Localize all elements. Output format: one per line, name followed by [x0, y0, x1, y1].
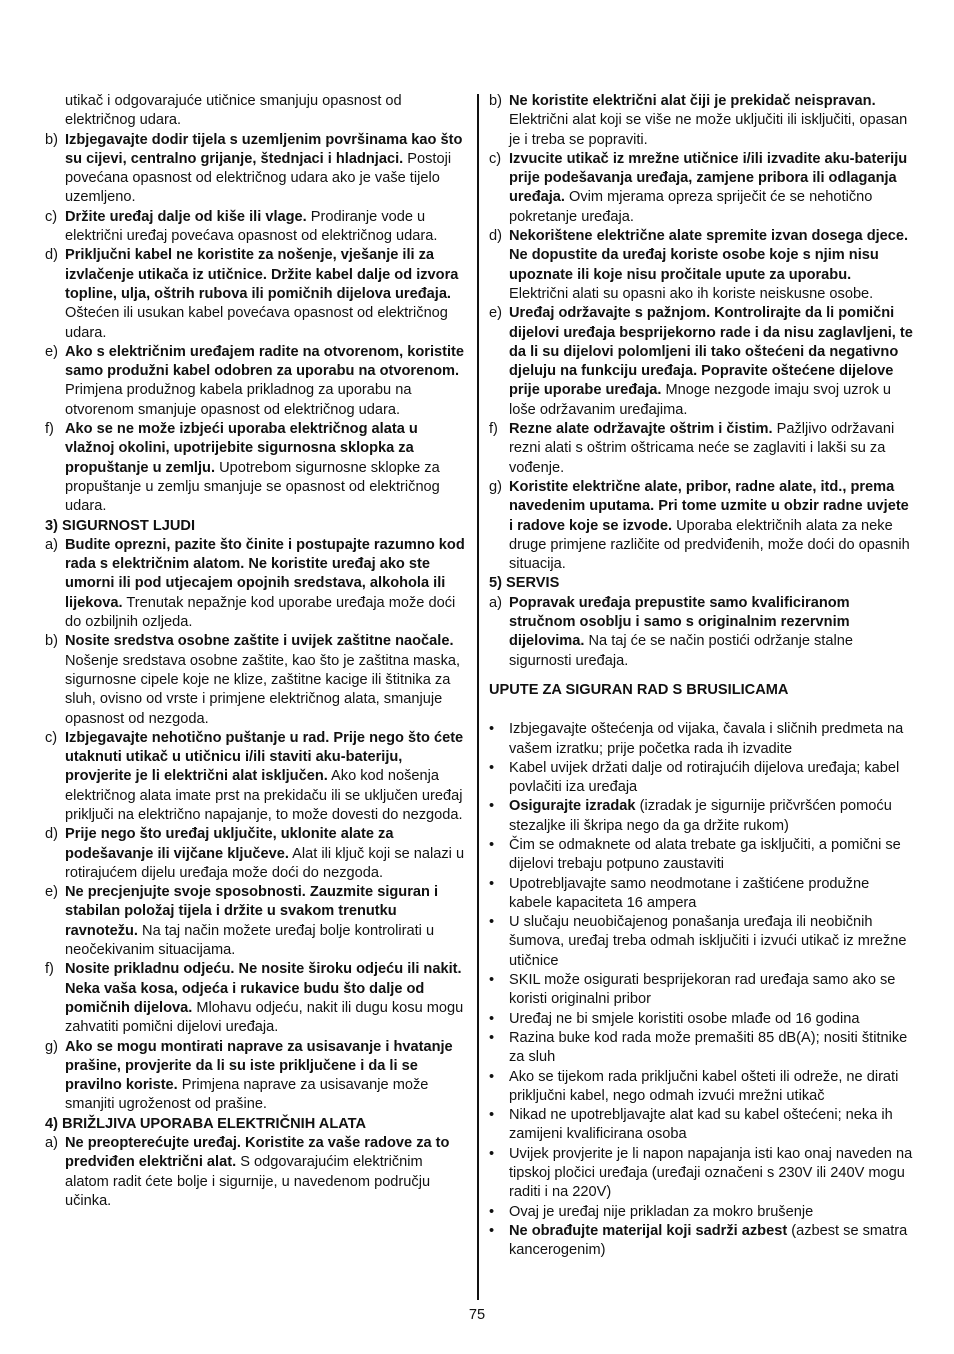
list-item-label: f) [489, 421, 498, 438]
list-item-label: d) [489, 228, 502, 245]
list-item [489, 420, 914, 478]
bullet-text [509, 913, 914, 971]
bullet-item [489, 1203, 914, 1222]
list-item-bold-text: Ne precjenjujte svoje sposobnosti. Zauzmite siguran i stabilan položaj tijela i držite u svakom trenutku ravnotežu. [65, 884, 439, 939]
list-item [489, 304, 914, 420]
bullet-icon: • [489, 972, 495, 989]
list-item-bold-text: Koristite električne alate, pribor, radne alate, itd., prema navedenim uputama. Pri tome uzmite u obzir radne uvjete i radove koje se izvode. [509, 478, 909, 534]
list-item-label: a) [45, 536, 58, 553]
list-item [489, 478, 914, 574]
list-item [489, 227, 914, 304]
bullet-item [489, 759, 914, 798]
page-number: 75 [468, 1307, 486, 1323]
bullet-text [509, 1145, 914, 1203]
list-item-label: f) [45, 961, 54, 978]
list-item-text [65, 960, 465, 1037]
list-item-label: b) [489, 93, 502, 109]
list-item-text [509, 594, 914, 671]
list-item [45, 1134, 465, 1211]
list-item-text [65, 420, 465, 516]
bullet-normal-text: (azbest se smatra kancerogenim) [509, 1222, 908, 1259]
list-item [45, 825, 465, 883]
bullet-item [489, 1029, 914, 1068]
continuation-text: utikač i odgovarajuće utičnice smanjuju opasnost od električnog udara. [65, 93, 402, 129]
section-heading-grinder-safety: UPUTE ZA SIGURAN RAD S BRUSILICAMA [489, 681, 789, 698]
list-item-bold-text: Izvucite utikač iz mrežne utičnice i/ili izvadite aku-bateriju prije podešavanja uređaja, zamjene pribora ili odlaganja uređaja. [509, 150, 908, 206]
list-item-normal-text: Primjena naprave za usisavanje može smanjiti ugroženost od prašine. [65, 1077, 429, 1113]
bullet-item [489, 971, 914, 1010]
list-item [45, 131, 465, 208]
list-item-label: g) [45, 1038, 58, 1055]
list-item-bold-text: Uređaj održavajte s pažnjom. Kontrolirajte da li pomični dijelovi uređaja besprijekorno rade i da nisu zaglavljeni, te da li su dijelovi polomljeni ili tako oštećeni da negativno djeluju na funkciju uređaja. Popravite oštećene dijelove prije uporabe uređaja. [509, 305, 913, 399]
bullet-item [489, 836, 914, 875]
section-service-list [489, 594, 914, 671]
bullet-normal-text: Nikad ne upotrebljavajte alat kad su kabel oštećeni; neka ih zamijeni kvalificirana osoba [509, 1107, 893, 1143]
list-item-bold-text: Ako se ne može izbjeći uporaba električnog alata u vlažnoj okolini, upotrijebite sigurnosna sklopka za propuštanje u zemlju. [65, 421, 418, 476]
list-item-normal-text: Ovim mjerama opreza spriječit će se nehotično pokretanje uređaja. [509, 189, 873, 225]
list-item-text [65, 1038, 465, 1115]
list-item-bold-text: Budite oprezni, pazite što činite i postupajte razumno kod rada s električnim alatom. Ne koristite uređaj ako ste umorni ili pod utjecajem opojnih sredstava, alkohola ili lijekova. [65, 536, 465, 611]
list-item-bold-text: Izbjegavajte dodir tijela s uzemljenim površinama kao što su cijevi, centralno grijanje, štednjaci i hladnjaci. [65, 131, 463, 167]
list-item [45, 208, 465, 247]
list-item-label: d) [45, 247, 58, 264]
right-column [489, 92, 914, 1261]
list-item-normal-text: Postoji povećana opasnost od električnog udara ako je vaše tijelo uzemljeno. [65, 150, 452, 206]
bullet-normal-text: Uvijek provjerite je li napon napajanja isti kao onaj naveden na tipskoj pločici uređaja (uređaji označeni s 230V ili 240V mogu raditi i na 220V) [509, 1145, 913, 1201]
bullet-normal-text: Čim se odmaknete od alata trebate ga isključiti, a pomični se dijelovi trebaju potpuno zaustaviti [509, 836, 901, 873]
section-tool-use-list-continued [489, 92, 914, 574]
bullet-text [509, 1203, 914, 1222]
list-item-normal-text: Na taj način možete uređaj bolje kontrolirati u neočekivanim situacijama. [65, 922, 435, 959]
list-item-normal-text: Električni alat koji se više ne može uključiti ili isključiti, opasan je i treba se popraviti. [509, 112, 908, 148]
list-item [45, 960, 465, 1037]
bullet-icon: • [489, 875, 495, 892]
bullet-bold-text: Ne obrađujte materijal koji sadrži azbest [509, 1222, 788, 1239]
list-item-normal-text: Na taj će se način postići održanje stalne sigurnosti uređaja. [509, 633, 853, 669]
list-item [45, 343, 465, 420]
list-item-bold-text: Nosite sredstva osobne zaštite i uvijek zaštitne naočale. [65, 633, 454, 650]
bullet-text [509, 720, 914, 759]
list-item [45, 729, 465, 825]
list-item-text [65, 729, 465, 825]
list-item-text [65, 1134, 465, 1211]
list-item-text [509, 92, 914, 150]
list-item [45, 420, 465, 516]
list-item-text [65, 825, 465, 883]
list-item-normal-text: Prodiranje vode u električni uređaj povećava opasnost od električnog udara. [65, 208, 438, 245]
bullet-item [489, 1106, 914, 1145]
bullet-text [509, 1029, 914, 1068]
list-item-bold-text: Priključni kabel ne koristite za nošenje, vješanje ili za izvlačenje utikača iz utičnice. Držite kabel dalje od izvora topline, ulja, oštrih rubova ili pomičnih dijelova uređaja. [65, 247, 459, 302]
section-electrical-safety-list [45, 131, 465, 517]
list-item [489, 92, 914, 150]
bullet-normal-text: SKIL može osigurati besprijekoran rad uređaja samo ako se koristi originalni pribor [509, 972, 896, 1008]
list-item-normal-text: Nošenje sredstava osobne zaštite, kao što je zaštitna maska, sigurnosne cipele koje ne klize, zaštitne kacige ili štitnika za sluh, ovisno od vrste i primjene električnog alata, smanjuje opasnost od nezgoda. [65, 652, 461, 727]
list-item [489, 150, 914, 227]
list-item-bold-text: Popravak uređaja prepustite samo kvalificiranom stručnom osoblju i samo s originalnim rezervnim dijelovima. [509, 594, 850, 650]
list-item-text [65, 131, 465, 208]
bullet-normal-text: Izbjegavajte oštećenja od vijaka, čavala i sličnih predmeta na vašem izratku; prije početka rada ih izvadite [509, 721, 904, 757]
bullet-text [509, 971, 914, 1010]
section-personal-safety-list [45, 536, 465, 1115]
bullet-icon: • [489, 721, 495, 738]
bullet-normal-text: Upotrebljavajte samo neodmotane i zaštićene produžne kabele kapaciteta 16 ampera [509, 875, 870, 911]
bullet-item [489, 720, 914, 759]
list-item-bold-text: Držite uređaj dalje od kiše ili vlage. [65, 208, 307, 225]
list-item [45, 1038, 465, 1115]
list-item-normal-text: Pažljivo održavani rezni alati s oštrim oštricama neće se zaglaviti i lakši su za vođenje. [509, 421, 895, 476]
list-item-normal-text: Trenutak nepažnje kod uporabe uređaja može doći do ozbiljnih ozljeda. [65, 594, 456, 631]
bullet-icon: • [489, 1107, 495, 1124]
bullet-text [509, 1010, 914, 1029]
bullet-text [509, 836, 914, 875]
list-item-text [509, 478, 914, 574]
list-item-text [65, 632, 465, 728]
bullet-text [509, 797, 914, 836]
list-item-label: b) [45, 131, 58, 148]
list-item-label: e) [45, 343, 58, 360]
bullet-item [489, 1222, 914, 1261]
list-item-text [509, 304, 914, 420]
bullet-text [509, 759, 914, 798]
list-item-text [65, 883, 465, 960]
bullet-icon: • [489, 914, 495, 931]
list-item-normal-text: Uporaba električnih alata za neke druge primjene različite od predviđenih, može doći do opasnih situacija. [509, 517, 910, 573]
list-item-bold-text: Prije nego što uređaj uključite, uklonite alate za podešavanje ili vijčane ključeve. [65, 826, 394, 862]
list-item [45, 883, 465, 960]
left-column [45, 92, 465, 1211]
list-item-bold-text: Ne preopterećujte uređaj. Koristite za vaše radove za to predviđen električni alat. [65, 1135, 450, 1171]
section-heading-personal-safety: 3) SIGURNOST LJUDI [45, 517, 196, 534]
bullet-icon: • [489, 798, 495, 815]
column-divider [477, 94, 479, 1300]
list-item-normal-text: Oštećen ili usukan kabel povećava opasnost od električnog udara. [65, 305, 448, 341]
bullet-text [509, 1222, 914, 1261]
section-tool-use-list [45, 1134, 465, 1211]
bullet-normal-text: (izradak je sigurnije pričvršćen pomoću stezaljke ili škripa nego da ga držite rukom) [509, 798, 892, 834]
list-item-label: a) [45, 1135, 58, 1152]
list-item-normal-text: Mnoge nezgode imaju svoj uzrok u loše održavanim uređajima. [509, 382, 892, 418]
bullet-item [489, 913, 914, 971]
list-item [489, 594, 914, 671]
bullet-item [489, 1145, 914, 1203]
bullet-bold-text: Osigurajte izradak [509, 798, 636, 815]
list-item [45, 536, 465, 632]
list-item-text [509, 420, 914, 478]
bullet-icon: • [489, 1068, 495, 1085]
bullet-normal-text: Ako se tijekom rada priključni kabel ošteti ili odreže, ne dirati priključni kabel, nego odmah izvući mrežni utikač [509, 1068, 899, 1104]
bullet-icon: • [489, 1203, 495, 1220]
list-item-bold-text: Ne koristite električni alat čiji je prekidač neispravan. [509, 93, 876, 109]
section-heading-tool-use: 4) BRIŽLJIVA UPORABA ELEKTRIČNIH ALATA [45, 1115, 367, 1132]
list-item-normal-text: Ako kod nošenja električnog alata imate prst na prekidaču ili se uključen uređaj priključi na električno napajanje, to može dovesti do nezgoda. [65, 768, 463, 823]
list-item-label: g) [489, 478, 502, 495]
bullet-normal-text: Ovaj je uređaj nije prikladan za mokro brušenje [509, 1203, 814, 1220]
list-item-normal-text: Električni alati su opasni ako ih koriste neiskusne osobe. [509, 285, 874, 302]
bullet-normal-text: Kabel uvijek držati dalje od rotirajućih dijelova uređaja; kabel povlačiti iza uređaja [509, 759, 900, 796]
bullet-icon: • [489, 836, 495, 853]
bullet-normal-text: Razina buke kod rada može premašiti 85 dB(A); nositi štitnike za sluh [509, 1029, 908, 1066]
list-item-bold-text: Izbjegavajte nehotično puštanje u rad. Prije nego što ćete utaknuti utikač u utičnicu i/ili staviti aku-bateriju, provjerite je li električni alat isključen. [65, 729, 464, 785]
bullet-icon: • [489, 759, 495, 776]
list-item-normal-text: Alat ili ključ koji se nalazi u rotirajućem dijelu uređaja može doći do nezgoda. [65, 845, 465, 881]
list-item-bold-text: Nekorištene električne alate spremite izvan dosega djece. Ne dopustite da uređaj koriste osobe koje s njim nisu upoznate ili koje nisu pročitale upute za uporabu. [509, 228, 909, 283]
list-item-label: b) [45, 633, 58, 650]
bullet-normal-text: U slučaju neuobičajenog ponašanja uređaja ili neobičnih šumova, uređaj treba odmah isključiti i izvući utikač iz mrežne utičnice [509, 914, 907, 969]
list-item-normal-text: Mlohavu odjeću, nakit ili dugu kosu mogu zahvatiti pomični dijelovi uređaja. [65, 999, 464, 1036]
bullet-text [509, 875, 914, 914]
list-item-label: e) [45, 884, 58, 901]
bullet-normal-text: Uređaj ne bi smjele koristiti osobe mlađe od 16 godina [509, 1010, 860, 1027]
list-item-label: c) [489, 150, 502, 167]
bullet-icon: • [489, 1145, 495, 1162]
bullet-item [489, 797, 914, 836]
section-heading-service: 5) SERVIS [489, 575, 560, 592]
bullet-icon: • [489, 1010, 495, 1027]
list-item-text [65, 208, 465, 247]
bullet-icon: • [489, 1222, 495, 1239]
list-item-text [509, 150, 914, 227]
list-item-label: f) [45, 421, 54, 438]
list-item-normal-text: Primjena produžnog kabela prikladnog za uporabu na otvorenom smanjuje opasnost od električnog udara. [65, 382, 412, 418]
list-item-bold-text: Rezne alate održavajte oštrim i čistim. [509, 421, 773, 438]
bullet-icon: • [489, 1029, 495, 1046]
list-item [45, 632, 465, 728]
list-item-bold-text: Nosite prikladnu odjeću. Ne nosite široku odjeću ili nakit. Neka vaša kosa, odjeća i rukavice budu što dalje od pomičnih dijelova. [65, 961, 462, 1016]
list-item-text [65, 536, 465, 632]
list-item-text [509, 227, 914, 304]
bullet-item [489, 1068, 914, 1107]
list-item-normal-text: Upotrebom sigurnosne sklopke za propuštanje u zemlju smanjuje se opasnost od električnog udara. [65, 459, 440, 515]
list-item-text [65, 246, 465, 342]
list-item [45, 246, 465, 342]
list-item-label: c) [45, 208, 58, 225]
list-item-normal-text: S odgovarajućim električnim alatom radit ćete bolje i sigurnije, u navedenom području učinka. [65, 1154, 431, 1209]
list-item-label: a) [489, 594, 502, 611]
list-item-label: c) [45, 729, 58, 746]
bullet-text [509, 1068, 914, 1107]
list-item-bold-text: Ako s električnim uređajem radite na otvorenom, koristite samo produžni kabel odobren za uporabu na otvorenom. [65, 343, 465, 380]
list-item-text [65, 343, 465, 420]
list-item-label: e) [489, 305, 502, 322]
list-item-label: d) [45, 826, 58, 843]
list-item-bold-text: Ako se mogu montirati naprave za usisavanje i hvatanje prašine, provjerite da li su iste priključene i da li se pravilno koriste. [65, 1038, 453, 1094]
grinder-safety-bullet-list [489, 720, 914, 1260]
bullet-item [489, 1010, 914, 1029]
bullet-text [509, 1106, 914, 1145]
bullet-item [489, 875, 914, 914]
